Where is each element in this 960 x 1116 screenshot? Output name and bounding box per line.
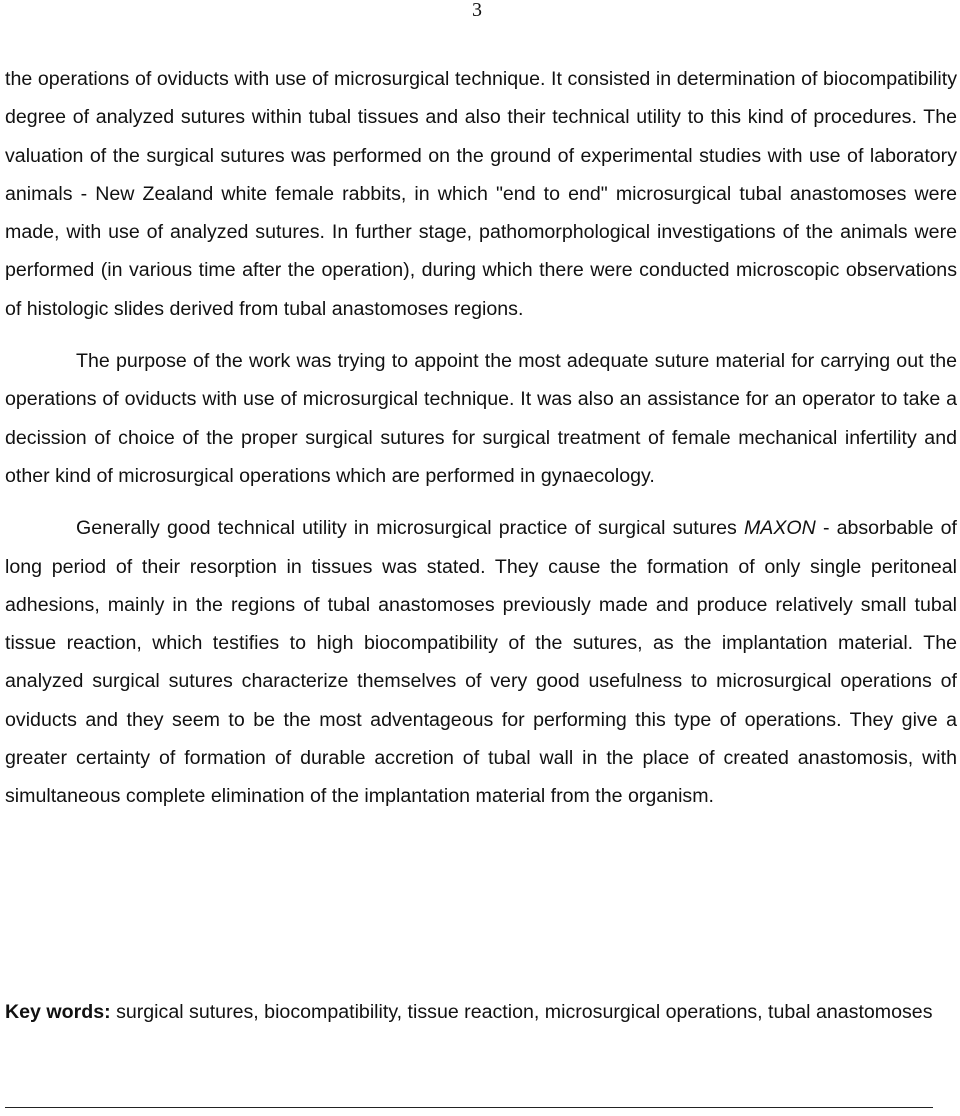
document-body xyxy=(5,60,957,816)
keywords-block xyxy=(5,993,957,1031)
suture-name-maxon: MAXON xyxy=(743,517,816,540)
footnote-divider xyxy=(5,1107,933,1108)
conclusions-text-start: Generally good technical utility in microsurgical practice of surgical sutures xyxy=(76,517,744,540)
paragraph-methods: the operations of oviducts with use of microsurgical technique. It consisted in determination of biocompatibility degree of analyzed sutures within tubal tissues and also their technical utility to this kind of procedures. The valuation of the surgical sutures was performed on the ground of experimental studies with use of laboratory animals - New Zealand white female rabbits, in which "end to end" microsurgical tubal anastomoses were made, with use of analyzed sutures. In further stage, pathomorphological investigations of the animals were performed (in various time after the operation), during which there were conducted microscopic observations of histologic slides derived from tubal anastomoses regions. xyxy=(5,68,957,320)
keywords-label: Key words: xyxy=(5,1001,111,1023)
conclusions-text-rest: - absorbable of long period of their resorption in tissues was stated. They cause the formation of only single peritoneal adhesions, mainly in the regions of tubal anastomoses previously made and produce relatively small tubal tissue reaction, which testifies to high biocompatibility of the sutures, as the implantation material. The analyzed surgical sutures characterize themselves of very good usefulness to microsurgical operations of oviducts and they seem to be the most adventageous for performing this type of operations. They give a greater certainty of formation of durable accretion of tubal wall in the place of created anastomosis, with simultaneous complete elimination of the implantation material from the organism. xyxy=(5,517,957,808)
paragraph-purpose: The purpose of the work was trying to appoint the most adequate suture material for carrying out the operations of oviducts with use of microsurgical technique. It was also an assistance for an operator to take a decission of choice of the proper surgical sutures for surgical treatment of female mechanical infertility and other kind of microsurgical operations which are performed in gynaecology. xyxy=(5,350,957,487)
keywords-text: surgical sutures, biocompatibility, tissue reaction, microsurgical operations, tubal anastomoses xyxy=(110,1001,933,1023)
paragraph-conclusions xyxy=(5,509,957,815)
page-number: 3 xyxy=(472,0,482,21)
